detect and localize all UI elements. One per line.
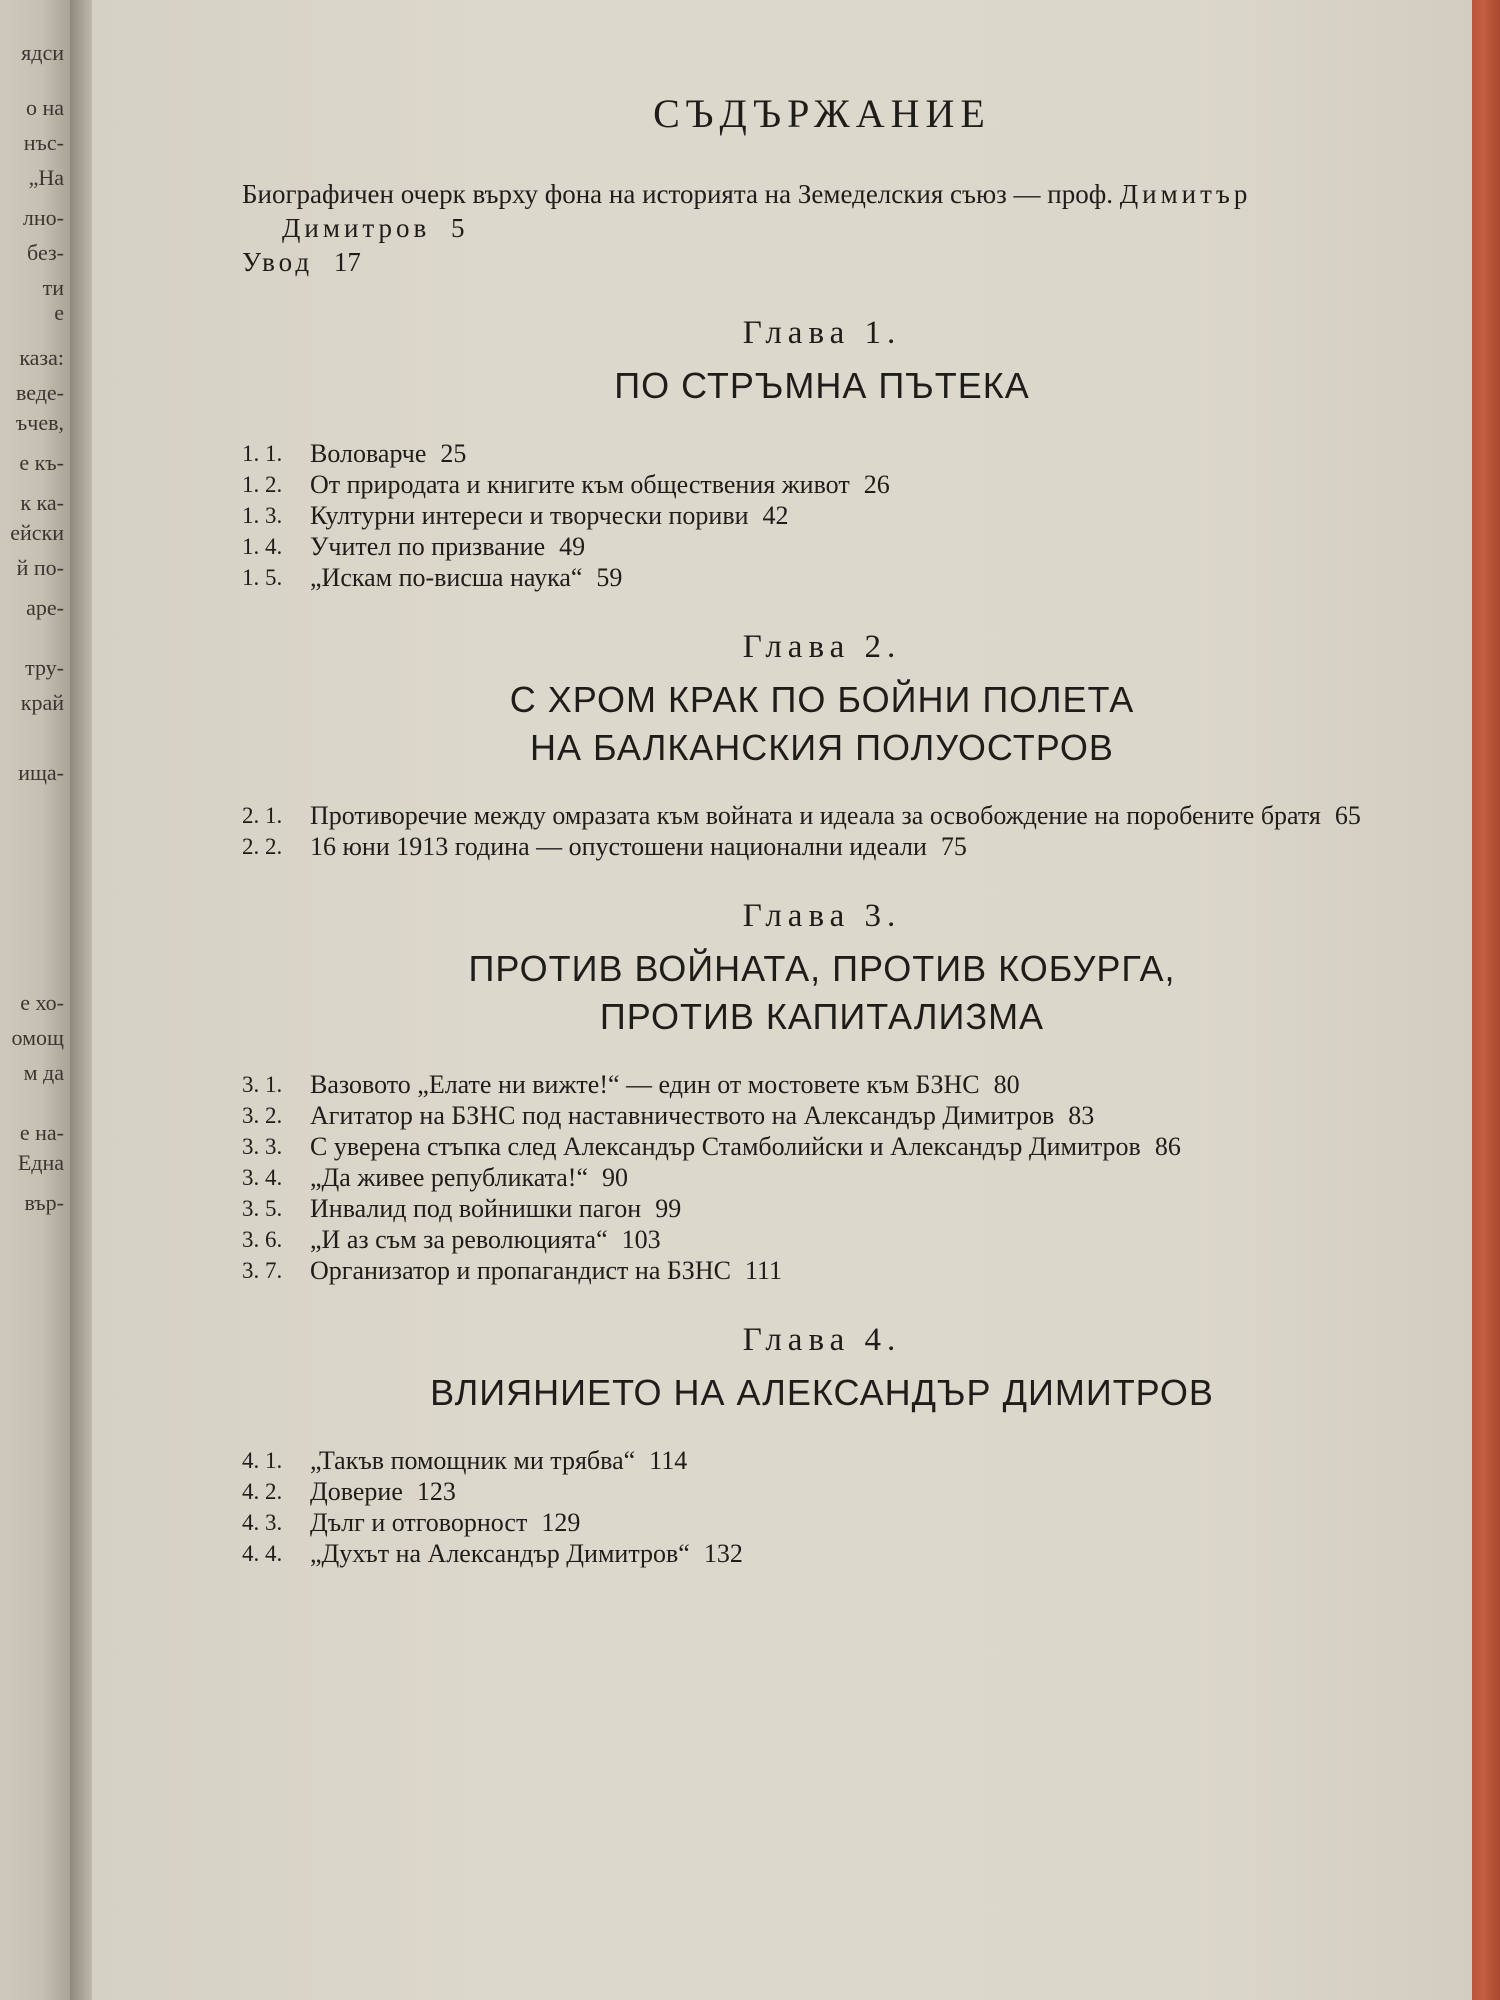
left-page-fragment: аре-	[26, 595, 64, 620]
toc-entry-page: 80	[993, 1070, 1020, 1099]
toc-entry	[242, 438, 1402, 469]
left-page-fragment: без-	[27, 240, 64, 265]
chapter-title-line: ПРОТИВ КАПИТАЛИЗМА	[599, 996, 1045, 1037]
toc-entry-number: 4. 1.	[242, 1448, 283, 1473]
toc-entry-number: 3. 4.	[242, 1165, 283, 1190]
table-of-contents	[242, 90, 1402, 1569]
toc-entry-title: „Духът на Александър Димитров“	[310, 1539, 690, 1568]
left-page-fragment: ядси	[21, 40, 64, 65]
toc-entry-page: 86	[1154, 1132, 1181, 1161]
toc-entry-title: Културни интереси и творчески пориви	[310, 501, 749, 530]
chapter-3	[242, 898, 1402, 1286]
toc-entry-title: От природата и книгите към обществения живот	[310, 470, 850, 499]
chapter-label: Глава 2.	[742, 629, 902, 665]
toc-entry-page: 59	[596, 563, 623, 592]
chapter-1	[242, 315, 1402, 593]
toc-entry-title: Организатор и пропагандист на БЗНС	[310, 1256, 731, 1285]
toc-entry-number: 3. 5.	[242, 1196, 283, 1221]
book-cover-edge	[1472, 0, 1500, 2000]
toc-entry	[242, 1131, 1402, 1162]
toc-entry-body	[310, 1445, 1402, 1476]
left-page-fragment: ти	[42, 275, 64, 300]
toc-entry-number: 3. 6.	[242, 1227, 283, 1252]
book-page	[92, 0, 1472, 2000]
toc-entry-number: 3. 3.	[242, 1134, 283, 1159]
intro-preface-page: 17	[333, 247, 361, 277]
left-page-fragment: к ка-	[20, 490, 64, 515]
toc-intro-essay	[242, 177, 1402, 245]
toc-entry-title: Противоречие между омразата към войната и идеала за освобождение на поробените братя	[310, 801, 1321, 830]
toc-entry-page: 83	[1068, 1101, 1095, 1130]
toc-entry-page: 114	[649, 1446, 688, 1475]
section-list	[242, 800, 1402, 862]
toc-entry-body	[310, 1476, 1402, 1507]
chapter-label: Глава 4.	[742, 1322, 902, 1358]
toc-entry-body	[310, 562, 1402, 593]
toc-entry-number: 2. 1.	[242, 803, 283, 828]
chapter-title	[242, 676, 1402, 772]
toc-entry-page: 90	[602, 1163, 629, 1192]
chapter-2	[242, 629, 1402, 862]
chapter-title-line: ВЛИЯНИЕТО НА АЛЕКСАНДЪР ДИМИТРОВ	[430, 1372, 1214, 1413]
toc-entry	[242, 1538, 1402, 1569]
toc-entry-title: Дълг и отговорност	[310, 1508, 528, 1537]
chapter-label: Глава 3.	[742, 898, 902, 934]
toc-entry-body	[310, 1538, 1402, 1569]
toc-intro-preface	[242, 245, 1402, 279]
toc-entry	[242, 562, 1402, 593]
toc-entry-body	[310, 1069, 1402, 1100]
toc-entry-title: Учител по призвание	[310, 532, 546, 561]
left-page-fragment: тру-	[25, 655, 64, 680]
toc-entry	[242, 1193, 1402, 1224]
left-page-edge	[0, 0, 70, 2000]
left-page-fragment: нъс-	[23, 130, 64, 155]
left-page-fragment: о на	[25, 95, 64, 120]
left-page-fragment: й по-	[16, 555, 64, 580]
toc-entry-body	[310, 500, 1402, 531]
intro-essay-page: 5	[451, 213, 465, 243]
toc-entry-number: 1. 2.	[242, 472, 283, 497]
toc-entry-title: Инвалид под войнишки пагон	[310, 1194, 642, 1223]
chapter-4	[242, 1322, 1402, 1569]
chapter-title	[242, 1369, 1402, 1417]
toc-entry-page: 25	[440, 439, 467, 468]
toc-entry-title: 16 юни 1913 година — опустошени национални идеали	[310, 832, 927, 861]
left-page-fragment: е	[54, 300, 64, 325]
toc-entry-page: 65	[1334, 801, 1361, 830]
chapter-title-line: ПРОТИВ ВОЙНАТА, ПРОТИВ КОБУРГА,	[468, 948, 1176, 989]
toc-entry-body	[310, 1224, 1402, 1255]
toc-entry-number: 3. 2.	[242, 1103, 283, 1128]
toc-entry-number: 3. 1.	[242, 1072, 283, 1097]
intro-essay-text: Биографичен очерк върху фона на историята на Земеделския съюз — проф.	[242, 179, 1120, 209]
toc-entry	[242, 469, 1402, 500]
section-list	[242, 1069, 1402, 1286]
left-page-fragment: м да	[23, 1060, 64, 1085]
toc-entry-number: 2. 2.	[242, 834, 283, 859]
toc-entry	[242, 1100, 1402, 1131]
toc-entry	[242, 1069, 1402, 1100]
left-page-fragment: каза:	[19, 345, 64, 370]
toc-entry-body	[310, 438, 1402, 469]
toc-entry-title: Воловарче	[310, 439, 427, 468]
toc-entry-page: 129	[541, 1508, 581, 1537]
left-page-fragment: ейски	[10, 520, 64, 545]
toc-entry-number: 1. 5.	[242, 565, 283, 590]
left-page-fragment: край	[20, 690, 64, 715]
toc-entry-body	[310, 1193, 1402, 1224]
toc-entry-number: 3. 7.	[242, 1258, 283, 1283]
toc-entry-body	[310, 1255, 1402, 1286]
book-gutter	[70, 0, 92, 2000]
chapter-title-line: ПО СТРЪМНА ПЪТЕКА	[614, 365, 1030, 406]
toc-entry-number: 4. 2.	[242, 1479, 283, 1504]
toc-entry	[242, 1507, 1402, 1538]
left-page-fragment: е хо-	[20, 990, 64, 1015]
left-page-fragment: лно-	[22, 205, 64, 230]
toc-entry	[242, 500, 1402, 531]
left-page-fragment: Една	[17, 1150, 64, 1175]
toc-title: СЪДЪРЖАНИЕ	[653, 91, 991, 136]
toc-entry-body	[310, 1100, 1402, 1131]
toc-entry	[242, 831, 1402, 862]
toc-entry-body	[310, 1162, 1402, 1193]
left-page-fragment: е къ-	[19, 450, 64, 475]
toc-chapters	[242, 315, 1402, 1569]
section-list	[242, 1445, 1402, 1569]
left-page-fragment: веде-	[15, 380, 64, 405]
toc-entry-number: 4. 3.	[242, 1510, 283, 1535]
chapter-title	[242, 945, 1402, 1041]
toc-entry-body	[310, 831, 1402, 862]
section-list	[242, 438, 1402, 593]
toc-entry-title: „Такъв помощник ми трябва“	[310, 1446, 636, 1475]
toc-entry-title: С уверена стъпка след Александър Стамболийски и Александър Димитров	[310, 1132, 1141, 1161]
toc-entry	[242, 1162, 1402, 1193]
toc-entry-page: 26	[863, 470, 890, 499]
toc-entry-number: 1. 1.	[242, 441, 283, 466]
toc-intro	[242, 177, 1402, 279]
left-page-fragment: вър-	[24, 1190, 64, 1215]
toc-entry-number: 4. 4.	[242, 1541, 283, 1566]
toc-entry	[242, 1445, 1402, 1476]
toc-entry-title: „Да живее републиката!“	[310, 1163, 589, 1192]
toc-entry-page: 123	[416, 1477, 456, 1506]
toc-entry-title: Доверие	[310, 1477, 403, 1506]
left-page-fragment: ъчев,	[15, 410, 64, 435]
toc-entry-number: 1. 3.	[242, 503, 283, 528]
toc-entry-title: „Искам по-висша наука“	[310, 563, 583, 592]
toc-entry-title: Агитатор на БЗНС под наставничеството на Александър Димитров	[310, 1101, 1055, 1130]
intro-preface-label: Увод	[242, 247, 314, 277]
toc-entry	[242, 1476, 1402, 1507]
toc-entry-body	[310, 1507, 1402, 1538]
toc-entry-body	[310, 469, 1402, 500]
intro-essay-author: Димитър Димитров	[282, 179, 1252, 243]
toc-entry-page: 111	[744, 1256, 783, 1285]
toc-entry-page: 99	[655, 1194, 682, 1223]
toc-entry-page: 103	[621, 1225, 661, 1254]
toc-entry-title: „И аз съм за революцията“	[310, 1225, 608, 1254]
toc-entry-title: Вазовото „Елате ни вижте!“ — един от мостовете към БЗНС	[310, 1070, 980, 1099]
toc-entry-body	[310, 1131, 1402, 1162]
left-page-fragment: омощ	[11, 1025, 64, 1050]
left-page-fragment: „На	[28, 165, 64, 190]
toc-entry	[242, 531, 1402, 562]
chapter-title	[242, 362, 1402, 410]
chapter-title-line: С ХРОМ КРАК ПО БОЙНИ ПОЛЕТА	[509, 679, 1135, 720]
left-page-fragment: ища-	[18, 760, 64, 785]
chapter-label: Глава 1.	[742, 315, 902, 351]
toc-entry-page: 42	[762, 501, 789, 530]
toc-entry	[242, 1224, 1402, 1255]
toc-entry	[242, 800, 1402, 831]
chapter-title-line: НА БАЛКАНСКИЯ ПОЛУОСТРОВ	[530, 727, 1114, 768]
toc-entry-page: 75	[940, 832, 967, 861]
toc-entry-body	[310, 531, 1402, 562]
toc-entry-number: 1. 4.	[242, 534, 283, 559]
toc-entry	[242, 1255, 1402, 1286]
toc-entry-body	[310, 800, 1402, 831]
toc-entry-page: 49	[559, 532, 586, 561]
left-page-fragment: е на-	[19, 1120, 64, 1145]
toc-entry-page: 132	[703, 1539, 743, 1568]
